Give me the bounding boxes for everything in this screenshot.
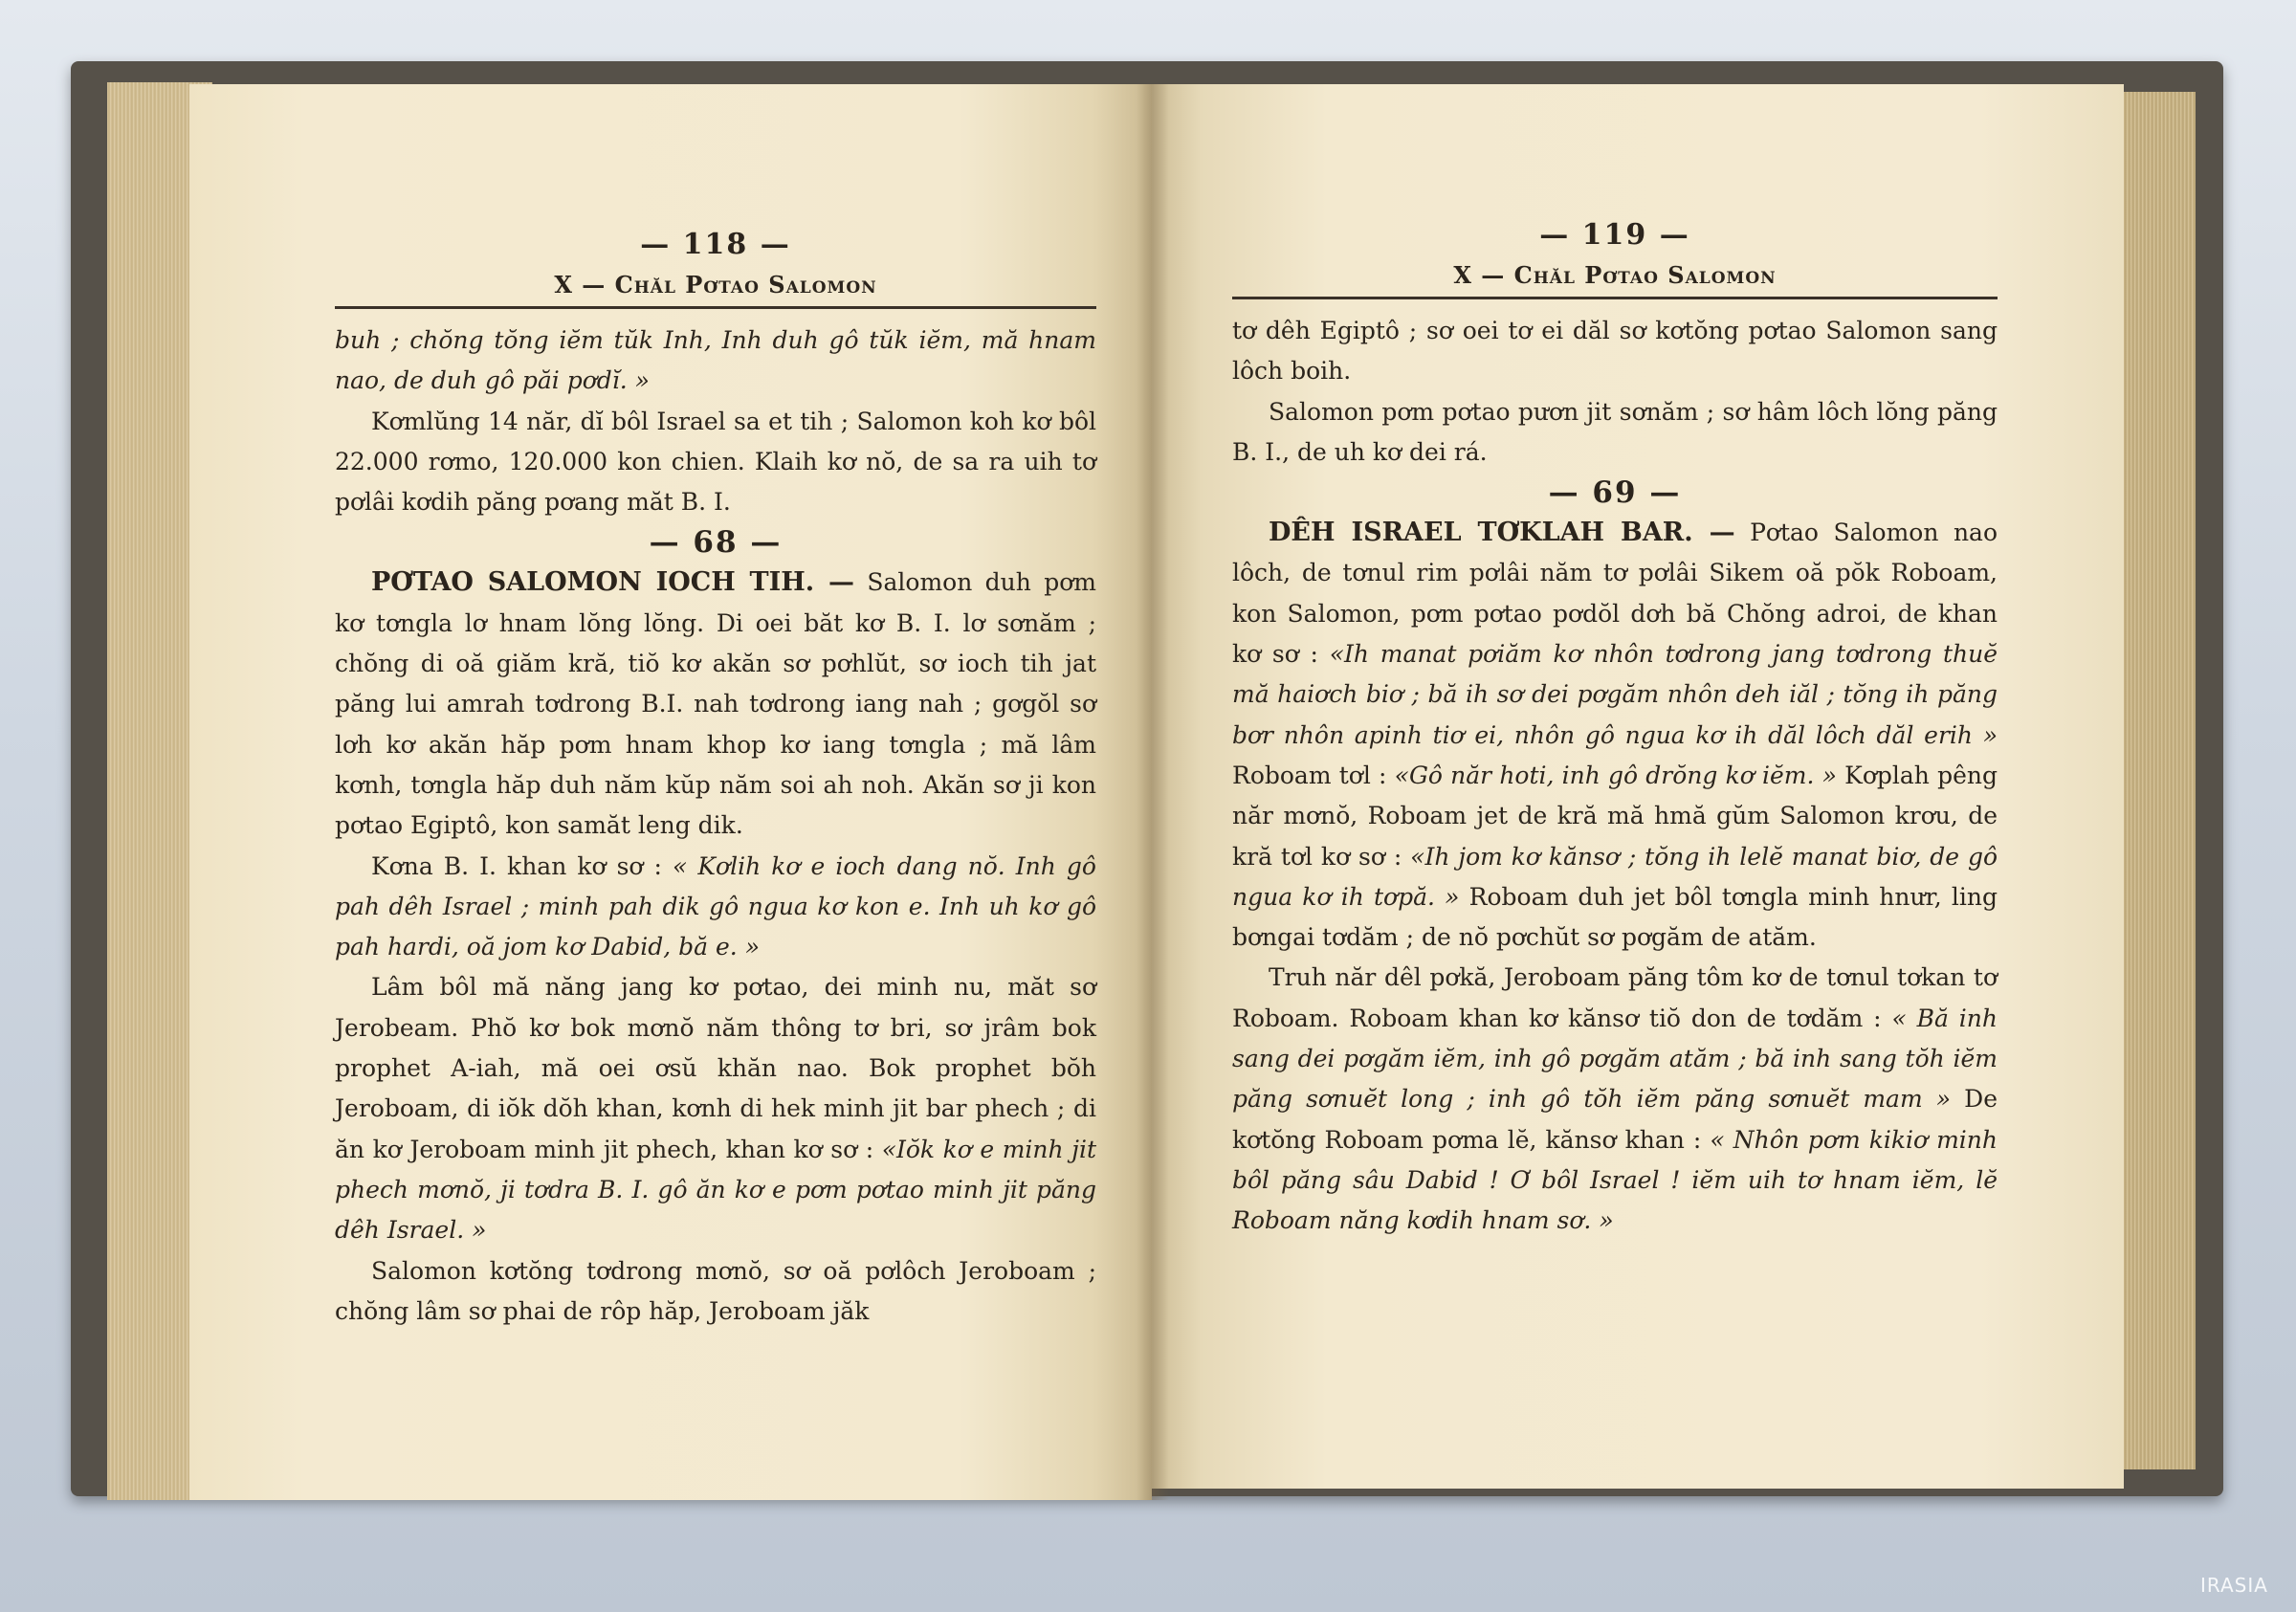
paragraph: Salomon kơtŏng tơdrong mơnŏ, sơ oă pơlôch Jeroboam ; chŏng lâm sơ phai de rôp hăp, Jeroboam jăk (335, 1256, 1096, 1325)
section-paragraph (1232, 513, 1998, 958)
header-rule (1232, 297, 1998, 299)
header-rule (335, 306, 1096, 309)
section-title: PƠTAO SALOMON IOCH TIH. — (371, 567, 854, 598)
section-text: Salomon duh pơm kơ tơngla lơ hnam lŏng lŏng. Di oei băt kơ B. I. lơ sơnăm ; chŏng di oă giăm kră, tiŏ kơ akăn sơ pơhlŭt, sơ ioch tih jat păng lui amrah tơdrong B.I. nah tơdrong iang nah ; gơgŏl sơ lơh kơ akăn hăp pơm hnam khop kơ iang tơngla ; mă lâm kơnh, tơngla hăp duh năm kŭp năm soi ah noh. Akăn sơ ji kon pơtao Egiptô, kon samăt leng dik. (335, 568, 1097, 840)
book-gutter (1137, 84, 1169, 1500)
section-paragraph (335, 563, 1096, 846)
quote-paragraph (335, 847, 1096, 968)
paragraph: Salomon pơm pơtao pươn jit sơnăm ; sơ hâm lôch lŏng păng B. I., de uh kơ dei rá. (1232, 397, 1998, 466)
paragraph (335, 967, 1096, 1250)
left-page (189, 84, 1152, 1500)
section-text: Roboam duh jet bôl tơngla minh hnưr, ling bơngai tơdăm ; de nŏ pơchŭt sơ pơgăm de atăm. (1232, 882, 1998, 952)
quote-intro: Kơna B. I. khan kơ sơ : (371, 851, 662, 880)
paragraph: buh ; chŏng tŏng iĕm tŭk Inh, Inh duh gô tŭk iĕm, mă hnam nao, de duh gô păi pơdĭ. » (335, 326, 1096, 395)
chapter-header: X — Chăl Pơtao Salomon (1453, 261, 1777, 289)
quote-text: « Nhôn pơm kikiơ minh bôl păng sâu Dabid ! Ơ bôl Israel ! iĕm uih tơ hnam iĕm, lĕ Roboam năng kơdih hnam sơ. » (1232, 1125, 1998, 1235)
quote-text: «Iŏk kơ e minh jit phech mơnŏ, ji tơdra B. I. gô ăn kơ e pơm pơtao minh jit păng dêh Israel. » (335, 1135, 1096, 1245)
quote-text: «Ih manat pơiăm kơ nhôn tơdrong jang tơdrong thuĕ mă haiơch biơ ; bă ih sơ dei pơgăm nhôn deh iăl ; tŏng ih păng bơr nhôn apinh tiơ ei, nhôn gô ngua kơ ih dăl lôch dăl erih » (1232, 640, 1998, 749)
page-number: — 119 — (1539, 218, 1690, 252)
paragraph (1232, 958, 1998, 1241)
paragraph-text: De kơtŏng Roboam pơma lĕ, kănsơ khan : (1232, 1085, 1998, 1154)
paragraph: Kơmlŭng 14 năr, dĭ bôl Israel sa et tih ; Salomon koh kơ bôl 22.000 rơmo, 120.000 kon chien. Klaih kơ nŏ, de sa ra uih tơ pơlâi kơdih păng pơang măt B. I. (335, 407, 1096, 517)
paragraph-text: Truh năr dêl pơkă, Jeroboam păng tôm kơ de tơnul tơkan tơ Roboam. Roboam khan kơ kănsơ tiŏ don de tơdăm : (1232, 963, 1998, 1032)
left-page-content (335, 228, 1096, 1332)
section-number: — 68 — (649, 525, 783, 561)
section-text: Kơplah pêng năr mơnŏ, Roboam jet de kră mă hmă gŭm Salomon krơu, de kră tơl kơ sơ : (1232, 761, 1998, 871)
paragraph-text: Lâm bôl mă năng jang kơ pơtao, dei minh nu, măt sơ Jerobeam. Phŏ kơ bok mơnŏ năm thông tơ bri, sơ jrâm bok prophet A-iah, mă oei ơsŭ khăn nao. Bok prophet bŏh Jeroboam, di iŏk dŏh khan, kơnh di hek minh jit bar phech ; di ăn kơ Jeroboam minh jit phech, khan kơ sơ : (335, 973, 1096, 1163)
right-page (1152, 84, 2124, 1489)
paragraph: tơ dêh Egiptô ; sơ oei tơ ei dăl sơ kơtŏng pơtao Salomon sang lôch boih. (1232, 317, 1998, 386)
quote-text: « Bă inh sang dei pơgăm iĕm, inh gô pơgăm atăm ; bă inh sang tŏh iĕm păng sơnuĕt long ; inh gô tŏh iĕm păng sơnuĕt mam » (1232, 1004, 1998, 1114)
quote-text: «Ih jom kơ kănsơ ; tŏng ih lelĕ manat biơ, de gô ngua kơ ih tơpă. » (1232, 842, 1998, 911)
section-text: Roboam tơl : (1232, 761, 1387, 789)
watermark: IRASIA (2200, 1574, 2268, 1597)
section-number: — 69 — (1548, 475, 1682, 511)
right-page-content (1232, 218, 1998, 1242)
quote-text: «Gô năr hoti, inh gô drŏng kơ iĕm. » (1394, 761, 1837, 789)
page-number: — 118 — (640, 228, 791, 261)
section-text: Pơtao Salomon nao lôch, de tơnul rim pơlâi năm tơ pơlâi Sikem oă pŏk Roboam, kon Salomon, pơm pơtao pơdŏl dơh bă Chŏng adroi, de khan kơ sơ : (1232, 519, 1998, 669)
quote-text: « Kơlih kơ e ioch dang nŏ. Inh gô pah dêh Israel ; minh pah dik gô ngua kơ kon e. Inh uh kơ gô pah hardi, oă jom kơ Dabid, bă e. » (335, 851, 1096, 961)
chapter-header: X — Chăl Pơtao Salomon (554, 271, 877, 298)
section-title: DÊH ISRAEL TƠKLAH BAR. — (1269, 518, 1735, 548)
